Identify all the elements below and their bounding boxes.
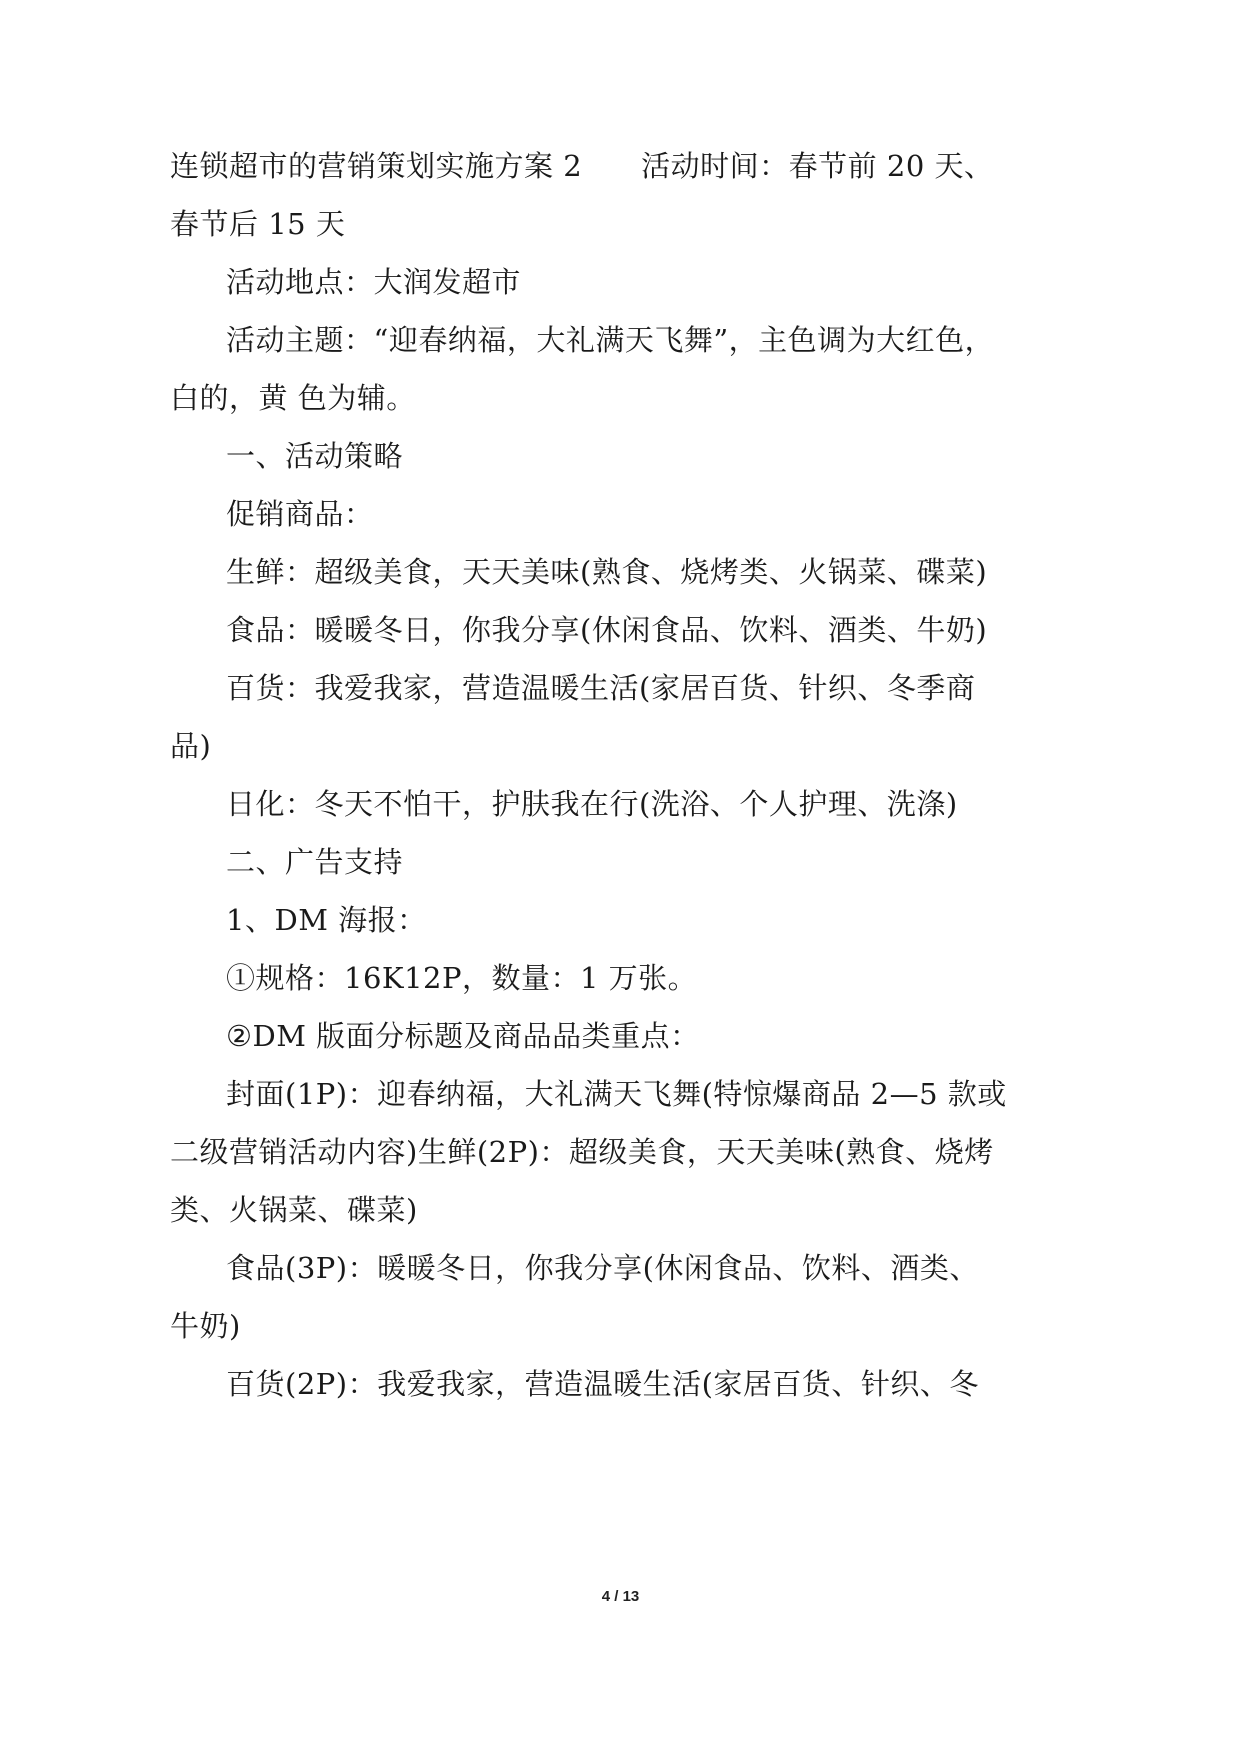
text-line: 百货(2P)：我爱我家，营造温暖生活(家居百货、针织、冬	[226, 1367, 979, 1401]
text-line: 品)	[170, 729, 212, 763]
text-line: ①规格：16K12P，数量：1 万张。	[226, 961, 698, 995]
text-line: 食品(3P)：暖暖冬日，你我分享(休闲食品、饮料、酒类、	[226, 1251, 979, 1285]
page-number: 4 / 13	[601, 1588, 640, 1605]
text-line: 食品：暖暖冬日，你我分享(休闲食品、饮料、酒类、牛奶)	[226, 613, 988, 647]
text-line: 1、DM 海报：	[226, 903, 427, 937]
text-line: 活动地点：大润发超市	[226, 265, 522, 299]
text-line: 日化：冬天不怕干，护肤我在行(洗浴、个人护理、洗涤)	[226, 787, 958, 821]
text-line: 生鲜：超级美食，天天美味(熟食、烧烤类、火锅菜、碟菜)	[226, 555, 988, 589]
text-line: 二级营销活动内容)生鲜(2P)：超级美食，天天美味(熟食、烧烤	[170, 1135, 994, 1169]
text-line: 牛奶)	[170, 1309, 241, 1343]
text-line: 百货：我爱我家，营造温暖生活(家居百货、针织、冬季商	[226, 671, 976, 705]
text-line: 春节后 15 天	[170, 207, 346, 241]
section-heading: 一、活动策略	[226, 439, 404, 473]
section-heading: 二、广告支持	[226, 845, 404, 879]
text-line: 促销商品：	[226, 497, 374, 531]
text-line: 连锁超市的营销策划实施方案 2 活动时间：春节前 20 天、	[170, 149, 994, 183]
text-line: 活动主题：“迎春纳福，大礼满天飞舞”，主色调为大红色，	[226, 323, 995, 357]
text-line: 白的，黄 色为辅。	[170, 381, 416, 415]
text-line: 类、火锅菜、碟菜)	[170, 1193, 418, 1227]
text-line: 封面(1P)：迎春纳福，大礼满天飞舞(特惊爆商品 2—5 款或	[226, 1077, 1007, 1111]
text-line: ②DM 版面分标题及商品品类重点：	[226, 1019, 700, 1053]
